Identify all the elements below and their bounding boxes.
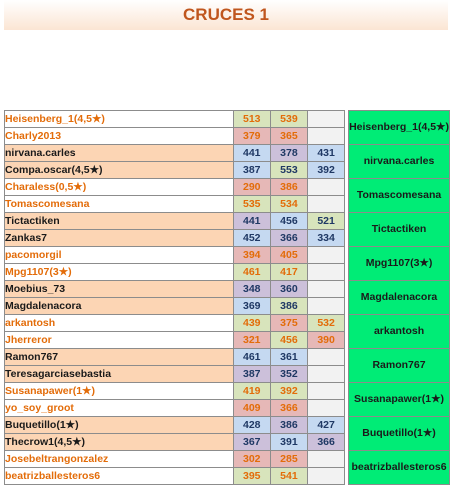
column-gap <box>345 434 349 451</box>
winner-cell: Susanapawer(1★) <box>349 383 450 417</box>
player-name-cell: Charaless(0,5★) <box>5 179 234 196</box>
column-gap <box>345 400 349 417</box>
player-name-cell: Tictactiken <box>5 213 234 230</box>
winner-cell: Heisenberg_1(4,5★) <box>349 111 450 145</box>
table-row <box>5 383 450 400</box>
score-cell: 553 <box>270 162 307 179</box>
column-gap <box>345 366 349 383</box>
player-name-cell: Zankas7 <box>5 230 234 247</box>
player-name-cell: arkantosh <box>5 315 234 332</box>
winner-cell: nirvana.carles <box>349 145 450 179</box>
player-name-cell: Compa.oscar(4,5★) <box>5 162 234 179</box>
score-cell: 461 <box>233 349 270 366</box>
player-name-cell: nirvana.carles <box>5 145 234 162</box>
score-cell: 439 <box>233 315 270 332</box>
column-gap <box>345 162 349 179</box>
column-gap <box>345 264 349 281</box>
winner-cell: beatrizballesteros6 <box>349 451 450 485</box>
score-cell <box>308 128 345 145</box>
title-bar <box>4 0 448 30</box>
score-cell <box>308 383 345 400</box>
score-cell: 535 <box>233 196 270 213</box>
score-cell: 302 <box>233 451 270 468</box>
score-cell: 461 <box>233 264 270 281</box>
score-cell: 392 <box>270 383 307 400</box>
table-row <box>5 213 450 230</box>
table-row <box>5 145 450 162</box>
cruces-table-body <box>5 111 450 485</box>
winner-cell: Mpg1107(3★) <box>349 247 450 281</box>
score-cell <box>308 366 345 383</box>
column-gap <box>345 332 349 349</box>
score-cell: 378 <box>270 145 307 162</box>
player-name-cell: Josebeltrangonzalez <box>5 451 234 468</box>
score-cell: 428 <box>233 417 270 434</box>
score-cell: 366 <box>270 400 307 417</box>
score-cell: 419 <box>233 383 270 400</box>
winner-cell: Ramon767 <box>349 349 450 383</box>
winner-cell: Magdalenacora <box>349 281 450 315</box>
score-cell: 431 <box>308 145 345 162</box>
score-cell: 321 <box>233 332 270 349</box>
player-name-cell: beatrizballesteros6 <box>5 468 234 485</box>
table-row <box>5 349 450 366</box>
table-row <box>5 451 450 468</box>
winner-cell: Tomascomesana <box>349 179 450 213</box>
player-name-cell: Thecrow1(4,5★) <box>5 434 234 451</box>
winner-cell: Tictactiken <box>349 213 450 247</box>
player-name-cell: Moebius_73 <box>5 281 234 298</box>
score-cell: 366 <box>270 230 307 247</box>
player-name-cell: Buquetillo(1★) <box>5 417 234 434</box>
player-name-cell: Magdalenacora <box>5 298 234 315</box>
page-title: CRUCES 1 <box>183 5 269 24</box>
player-name-cell: Ramon767 <box>5 349 234 366</box>
score-cell: 334 <box>308 230 345 247</box>
score-cell: 387 <box>233 366 270 383</box>
player-name-cell: Charly2013 <box>5 128 234 145</box>
column-gap <box>345 468 349 485</box>
score-cell: 441 <box>233 213 270 230</box>
table-row <box>5 417 450 434</box>
column-gap <box>345 128 349 145</box>
score-cell: 390 <box>308 332 345 349</box>
score-cell: 366 <box>308 434 345 451</box>
table-row <box>5 179 450 196</box>
score-cell: 367 <box>233 434 270 451</box>
score-cell <box>308 298 345 315</box>
column-gap <box>345 196 349 213</box>
score-cell <box>308 111 345 128</box>
score-cell: 534 <box>270 196 307 213</box>
score-cell: 386 <box>270 298 307 315</box>
score-cell <box>308 400 345 417</box>
cruces-table <box>4 110 450 485</box>
score-cell: 395 <box>233 468 270 485</box>
score-cell: 513 <box>233 111 270 128</box>
table-row <box>5 247 450 264</box>
score-cell: 452 <box>233 230 270 247</box>
score-cell: 285 <box>270 451 307 468</box>
score-cell: 532 <box>308 315 345 332</box>
score-cell: 379 <box>233 128 270 145</box>
score-cell: 361 <box>270 349 307 366</box>
player-name-cell: yo_soy_groot <box>5 400 234 417</box>
score-cell: 375 <box>270 315 307 332</box>
score-cell: 409 <box>233 400 270 417</box>
score-cell: 348 <box>233 281 270 298</box>
player-name-cell: pacomorgil <box>5 247 234 264</box>
score-cell: 365 <box>270 128 307 145</box>
score-cell: 391 <box>270 434 307 451</box>
score-cell: 387 <box>233 162 270 179</box>
score-cell <box>308 247 345 264</box>
player-name-cell: Susanapawer(1★) <box>5 383 234 400</box>
score-cell: 521 <box>308 213 345 230</box>
column-gap <box>345 298 349 315</box>
score-cell: 290 <box>233 179 270 196</box>
score-cell: 386 <box>270 179 307 196</box>
score-cell: 352 <box>270 366 307 383</box>
score-cell: 456 <box>270 332 307 349</box>
score-cell <box>308 196 345 213</box>
score-cell <box>308 468 345 485</box>
player-name-cell: Jherreror <box>5 332 234 349</box>
score-cell: 417 <box>270 264 307 281</box>
score-cell <box>308 179 345 196</box>
score-cell <box>308 281 345 298</box>
table-row <box>5 315 450 332</box>
score-cell: 441 <box>233 145 270 162</box>
score-cell: 541 <box>270 468 307 485</box>
winner-cell: Buquetillo(1★) <box>349 417 450 451</box>
table-row <box>5 281 450 298</box>
score-cell: 456 <box>270 213 307 230</box>
table-row <box>5 111 450 128</box>
player-name-cell: Mpg1107(3★) <box>5 264 234 281</box>
column-gap <box>345 230 349 247</box>
score-cell: 394 <box>233 247 270 264</box>
score-cell <box>308 264 345 281</box>
score-cell: 539 <box>270 111 307 128</box>
score-cell: 392 <box>308 162 345 179</box>
score-cell: 369 <box>233 298 270 315</box>
player-name-cell: Tomascomesana <box>5 196 234 213</box>
score-cell: 386 <box>270 417 307 434</box>
player-name-cell: Teresagarciasebastia <box>5 366 234 383</box>
score-cell <box>308 349 345 366</box>
score-cell: 427 <box>308 417 345 434</box>
score-cell: 360 <box>270 281 307 298</box>
player-name-cell: Heisenberg_1(4,5★) <box>5 111 234 128</box>
winner-cell: arkantosh <box>349 315 450 349</box>
score-cell: 405 <box>270 247 307 264</box>
score-cell <box>308 451 345 468</box>
